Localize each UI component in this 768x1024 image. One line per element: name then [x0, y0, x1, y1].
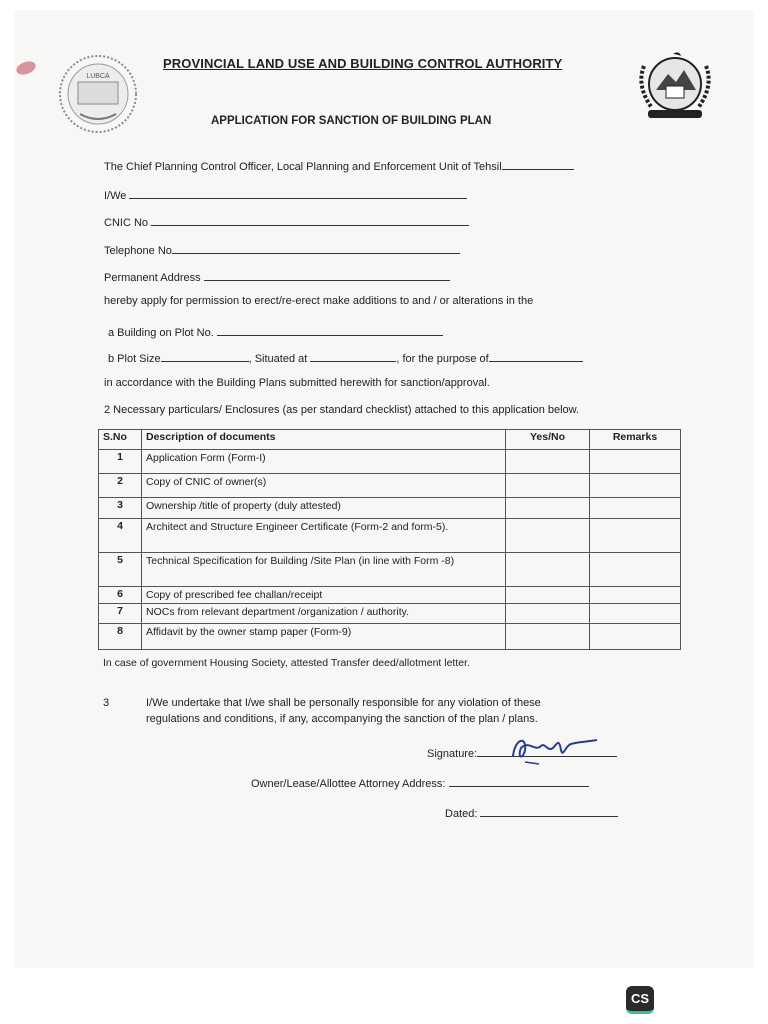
form-title: APPLICATION FOR SANCTION OF BUILDING PLAN [211, 115, 492, 127]
iwe-label: I/We [104, 190, 127, 202]
table-row [99, 450, 681, 474]
enclosures-heading: 2 Necessary particulars/ Enclosures (as per standard checklist) attached to this application below. [104, 404, 580, 416]
row-description: Copy of CNIC of owner(s) [142, 474, 506, 498]
table-row [99, 474, 681, 498]
plot-size-field[interactable] [161, 350, 249, 362]
dated-line [445, 805, 618, 820]
accordance-text: in accordance with the Building Plans submitted herewith for sanction/approval. [104, 377, 490, 389]
tehsil-field[interactable] [502, 158, 574, 170]
undertaking-line-2: regulations and conditions, if any, accompanying the sanction of the plan / plans. [146, 713, 538, 725]
authority-title: PROVINCIAL LAND USE AND BUILDING CONTROL AUTHORITY [163, 56, 563, 71]
row-remarks-cell[interactable] [590, 553, 681, 587]
row-yes-no-cell[interactable] [506, 519, 590, 553]
address-label: Permanent Address [104, 272, 201, 284]
purpose-field[interactable] [489, 350, 583, 362]
authority-seal-logo [56, 52, 140, 136]
row-yes-no-cell[interactable] [506, 474, 590, 498]
row-remarks-cell[interactable] [590, 587, 681, 604]
row-description: Application Form (Form-I) [142, 450, 506, 474]
telephone-line [104, 242, 460, 257]
cnic-field[interactable] [151, 214, 469, 226]
handwritten-signature [505, 730, 605, 768]
table-row [99, 553, 681, 587]
table-row [99, 604, 681, 624]
undertaking-number: 3 [103, 697, 110, 709]
plot-size-line [108, 350, 583, 365]
owner-address-field[interactable] [449, 775, 589, 787]
row-description: Architect and Structure Engineer Certificate (Form-2 and form-5). [142, 519, 506, 553]
row-remarks-cell[interactable] [590, 498, 681, 519]
plot-field[interactable] [217, 324, 443, 336]
row-yes-no-cell[interactable] [506, 553, 590, 587]
row-remarks-cell[interactable] [590, 474, 681, 498]
row-description: Affidavit by the owner stamp paper (Form-9) [142, 624, 506, 650]
row-remarks-cell[interactable] [590, 450, 681, 474]
documents-table [98, 429, 681, 650]
owner-address-label: Owner/Lease/Allottee Attorney Address: [251, 778, 446, 790]
cnic-label: CNIC No [104, 217, 149, 229]
address-line [104, 269, 450, 284]
col-yes-no: Yes/No [506, 430, 590, 450]
row-yes-no-cell[interactable] [506, 498, 590, 519]
row-description: Technical Specification for Building /Site Plan (in line with Form -8) [142, 553, 506, 587]
signature-label: Signature: [427, 748, 478, 760]
cnic-line [104, 214, 469, 229]
situated-field[interactable] [310, 350, 396, 362]
housing-society-note: In case of government Housing Society, attested Transfer deed/allotment letter. [103, 657, 470, 669]
col-description: Description of documents [142, 430, 506, 450]
undertaking-line-1: I/We undertake that I/we shall be personally responsible for any violation of these [146, 697, 541, 709]
row-description: NOCs from relevant department /organization / authority. [142, 604, 506, 624]
plot-label: a Building on Plot No. [108, 327, 214, 339]
row-sno: 5 [99, 553, 142, 587]
row-sno: 4 [99, 519, 142, 553]
camscanner-badge-icon: CS [626, 986, 654, 1014]
address-field[interactable] [204, 269, 450, 281]
plot-size-label: b Plot Size [108, 353, 161, 365]
owner-address-line [251, 775, 589, 790]
row-sno: 1 [99, 450, 142, 474]
table-row [99, 498, 681, 519]
row-yes-no-cell[interactable] [506, 450, 590, 474]
row-remarks-cell[interactable] [590, 624, 681, 650]
table-row [99, 587, 681, 604]
telephone-field[interactable] [172, 242, 460, 254]
col-sno: S.No [99, 430, 142, 450]
plot-line [108, 324, 443, 339]
col-remarks: Remarks [590, 430, 681, 450]
apply-text: hereby apply for permission to erect/re-erect make additions to and / or alterations in the [104, 295, 534, 307]
addressee-label: The Chief Planning Control Officer, Local Planning and Enforcement Unit of Tehsil [104, 161, 502, 173]
row-sno: 7 [99, 604, 142, 624]
table-header-row [99, 430, 681, 450]
telephone-label: Telephone No [104, 245, 172, 257]
addressee-line [104, 158, 574, 173]
situated-label: , Situated at [248, 353, 308, 365]
row-sno: 2 [99, 474, 142, 498]
row-description: Ownership /title of property (duly attested) [142, 498, 506, 519]
row-sno: 6 [99, 587, 142, 604]
row-sno: 8 [99, 624, 142, 650]
government-emblem-logo [630, 46, 720, 122]
seal-text: LUBCA [86, 73, 110, 80]
row-remarks-cell[interactable] [590, 604, 681, 624]
iwe-line [104, 187, 467, 202]
dated-label: Dated: [445, 808, 478, 820]
row-yes-no-cell[interactable] [506, 587, 590, 604]
row-yes-no-cell[interactable] [506, 624, 590, 650]
dated-field[interactable] [480, 805, 618, 817]
row-yes-no-cell[interactable] [506, 604, 590, 624]
table-row [99, 519, 681, 553]
row-remarks-cell[interactable] [590, 519, 681, 553]
table-row [99, 624, 681, 650]
row-description: Copy of prescribed fee challan/receipt [142, 587, 506, 604]
purpose-label: , for the purpose of [396, 353, 489, 365]
name-field[interactable] [129, 187, 467, 199]
row-sno: 3 [99, 498, 142, 519]
